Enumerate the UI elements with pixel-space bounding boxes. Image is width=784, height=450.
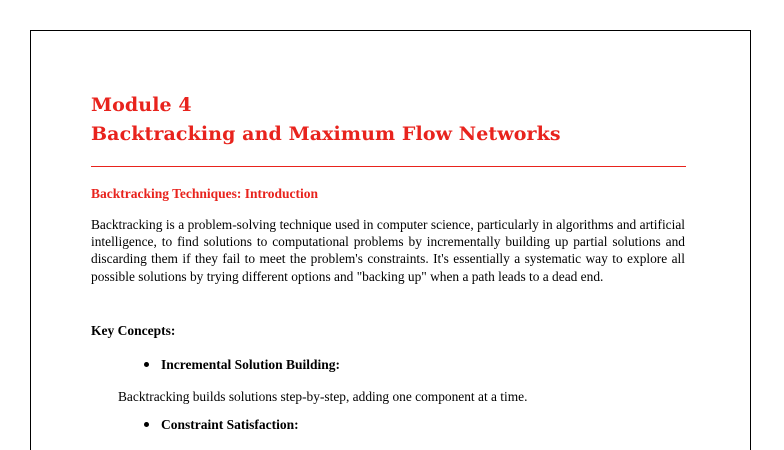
module-title: Backtracking and Maximum Flow Networks <box>91 123 561 145</box>
bullet-icon <box>144 422 149 427</box>
key-concepts-heading: Key Concepts: <box>91 323 176 338</box>
intro-paragraph: Backtracking is a problem-solving technique used in computer science, particularly in algorithms and artificial intelligence, to find solutions to computational problems by incrementally building up partial solutions and discarding them if they fail to meet the problem's constraints. It's essentially a systematic way to explore all possible solutions by trying different options and "backing up" when a path leads to a dead end. <box>91 217 685 284</box>
module-heading <box>91 91 561 149</box>
section-title: Backtracking Techniques: Introduction <box>91 186 319 201</box>
concept-item-constraint <box>144 416 299 433</box>
module-number: Module 4 <box>91 94 192 116</box>
concept-title: Incremental Solution Building: <box>161 357 341 372</box>
concept-description: Backtracking builds solutions step-by-step, adding one component at a time. <box>118 389 528 404</box>
concept-title: Constraint Satisfaction: <box>161 417 299 432</box>
concept-item-incremental <box>144 356 340 373</box>
heading-divider <box>91 166 686 167</box>
bullet-icon <box>144 362 149 367</box>
